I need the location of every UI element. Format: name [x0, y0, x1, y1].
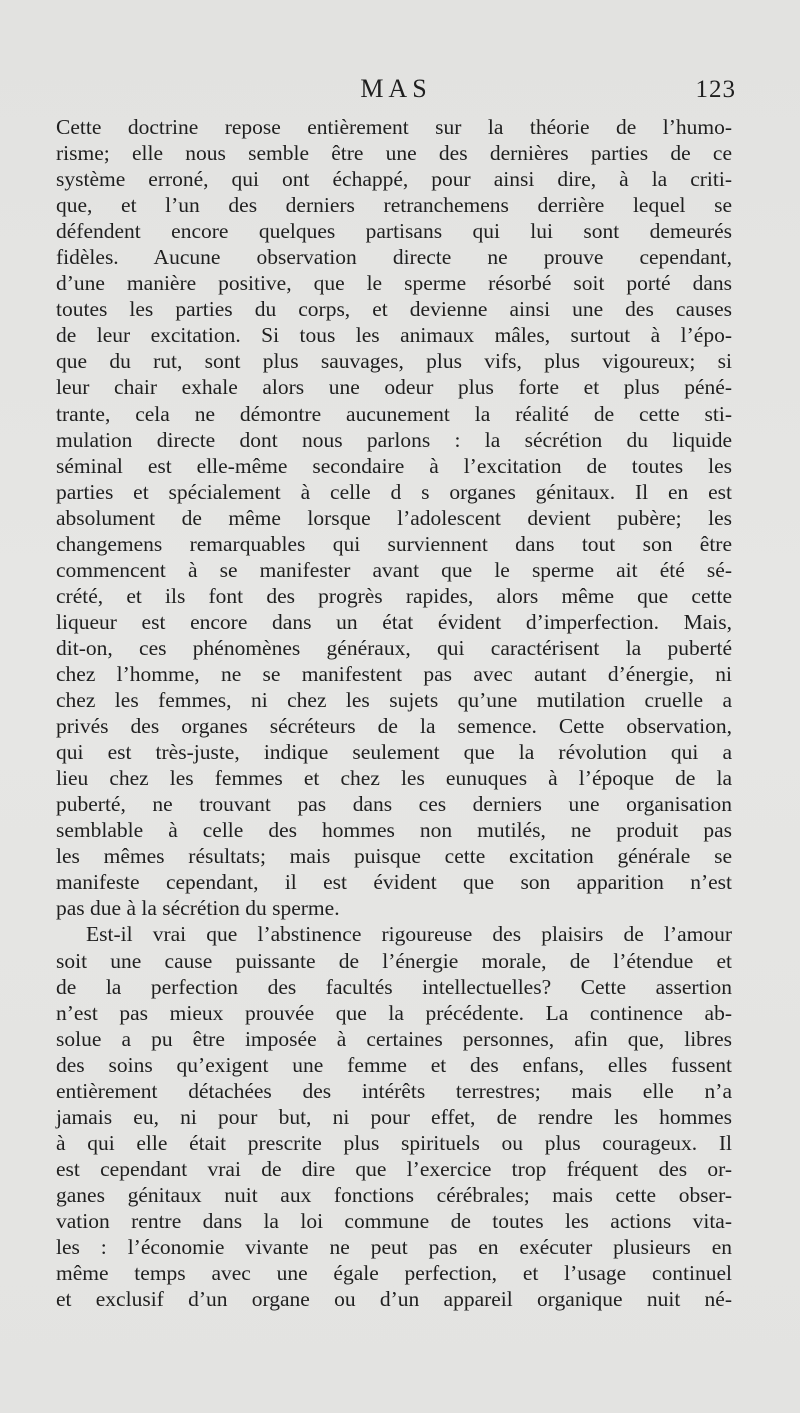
text-line: les mêmes résultats; mais puisque cette excitation générale se — [56, 844, 732, 869]
text-line: défendent encore quelques partisans qui lui sont demeurés — [56, 219, 732, 244]
text-line: Cette doctrine repose entièrement sur la théorie de l’humo- — [56, 115, 732, 139]
text-line: à qui elle était prescrite plus spirituels ou plus courageux. Il — [56, 1130, 732, 1155]
text-line: chez l’homme, ne se manifestent pas avec autant d’énergie, ni — [56, 661, 732, 686]
text-line: entièrement détachées des intérêts terrestres; mais elle n’a — [56, 1078, 732, 1103]
page-number: 123 — [695, 76, 736, 103]
text-line: et exclusif d’un organe ou d’un appareil organique nuit né- — [56, 1287, 732, 1312]
text-line: soit une cause puissante de l’énergie morale, de l’étendue et — [56, 948, 732, 973]
text-line: système erroné, qui ont échappé, pour ainsi dire, à la criti- — [56, 167, 732, 192]
text-line: privés des organes sécréteurs de la semence. Cette observation, — [56, 714, 732, 739]
text-line: changemens remarquables qui surviennent dans tout son être — [56, 531, 732, 556]
text-line: liqueur est encore dans un état évident d’imperfection. Mais, — [56, 609, 732, 634]
running-head: MAS — [360, 74, 432, 103]
text-line: des soins qu’exigent une femme et des enfans, elles fussent — [56, 1052, 732, 1077]
text-line: de leur excitation. Si tous les animaux mâles, surtout à l’épo- — [56, 323, 732, 348]
page-header — [56, 74, 736, 114]
text-line: jamais eu, ni pour but, ni pour effet, de rendre les hommes — [56, 1104, 732, 1129]
text-line: pas due à la sécrétion du sperme. — [56, 896, 340, 921]
text-line: trante, cela ne démontre aucunement la réalité de cette sti- — [56, 401, 732, 426]
text-line: toutes les parties du corps, et devienne ainsi une des causes — [56, 297, 732, 322]
text-line: de la perfection des facultés intellectuelles? Cette assertion — [56, 974, 732, 999]
text-line: d’une manière positive, que le sperme résorbé soit porté dans — [56, 271, 732, 296]
text-line: chez les femmes, ni chez les sujets qu’une mutilation cruelle a — [56, 688, 732, 713]
body-text — [56, 114, 732, 1312]
text-line: parties et spécialement à celle d s organes génitaux. Il en est — [56, 479, 732, 504]
text-line: mulation directe dont nous parlons : la sécrétion du liquide — [56, 427, 732, 452]
text-line: semblable à celle des hommes non mutilés, ne produit pas — [56, 818, 732, 843]
text-line: fidèles. Aucune observation directe ne prouve cependant, — [56, 245, 732, 270]
text-line: vation rentre dans la loi commune de toutes les actions vita- — [56, 1208, 732, 1233]
text-line: même temps avec une égale perfection, et l’usage continuel — [56, 1261, 732, 1286]
text-line: n’est pas mieux prouvée que la précédente. La continence ab- — [56, 1000, 732, 1025]
text-line: solue a pu être imposée à certaines personnes, afin que, libres — [56, 1026, 732, 1051]
text-line: ganes génitaux nuit aux fonctions cérébrales; mais cette obser- — [56, 1182, 732, 1207]
text-line: crété, et ils font des progrès rapides, alors même que cette — [56, 583, 732, 608]
text-line: les : l’économie vivante ne peut pas en exécuter plusieurs en — [56, 1235, 732, 1260]
text-line: est cependant vrai de dire que l’exercice trop fréquent des or- — [56, 1156, 732, 1181]
text-line: lieu chez les femmes et chez les eunuques à l’époque de la — [56, 766, 732, 791]
text-line: que du rut, sont plus sauvages, plus vifs, plus vigoureux; si — [56, 349, 732, 374]
text-line: que, et l’un des derniers retranchemens derrière lequel se — [56, 193, 732, 218]
text-line: séminal est elle-même secondaire à l’excitation de toutes les — [56, 453, 732, 478]
text-line: leur chair exhale alors une odeur plus forte et plus péné- — [56, 375, 732, 400]
text-line: manifeste cependant, il est évident que son apparition n’est — [56, 870, 732, 895]
text-line: absolument de même lorsque l’adolescent devient pubère; les — [56, 505, 732, 530]
text-line: dit-on, ces phénomènes généraux, qui caractérisent la puberté — [56, 635, 732, 660]
text-line: commencent à se manifester avant que le sperme ait été sé- — [56, 557, 732, 582]
text-line: Est-il vrai que l’abstinence rigoureuse des plaisirs de l’amour — [86, 922, 732, 947]
text-line: qui est très-juste, indique seulement que la révolution qui a — [56, 740, 732, 765]
text-line: puberté, ne trouvant pas dans ces derniers une organisation — [56, 792, 732, 817]
text-line: risme; elle nous semble être une des dernières parties de ce — [56, 141, 732, 166]
